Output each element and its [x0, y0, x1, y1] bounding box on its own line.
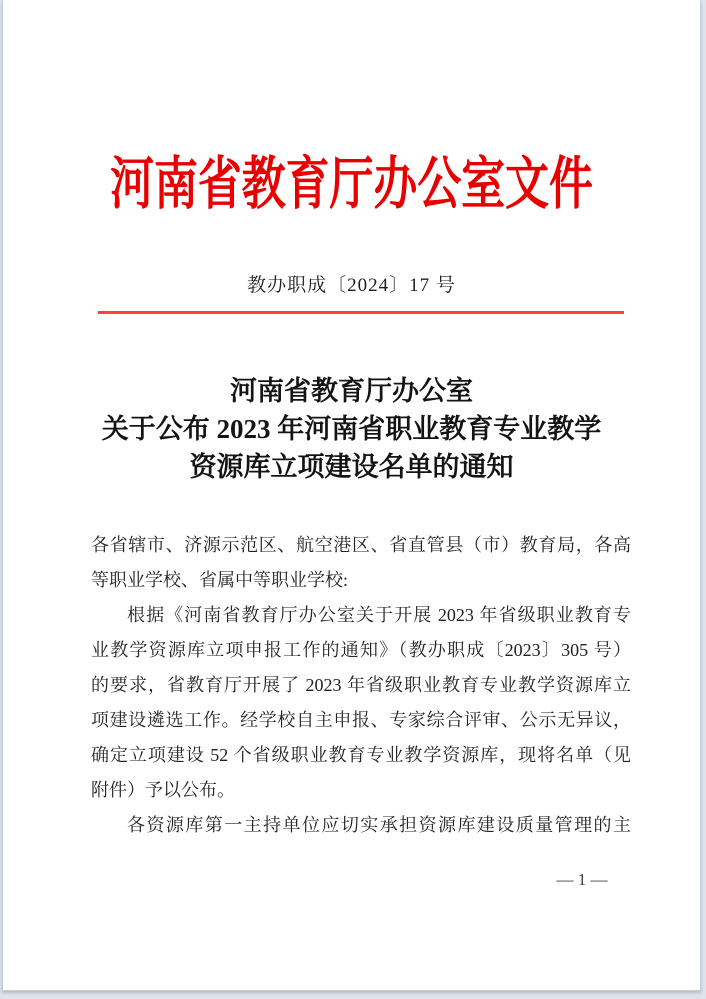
- body-line-2: 等职业学校、省属中等职业学校:: [91, 570, 348, 590]
- page-number: — 1 —: [556, 870, 608, 889]
- body-line-5: 的要求，省教育厅开展了 2023 年省级职业教育专业教学资源库立: [91, 675, 631, 695]
- document-header-title: [3, 150, 700, 220]
- notice-title: [3, 372, 700, 486]
- notice-title-line-2: 关于公布 2023 年河南省职业教育专业教学: [101, 414, 602, 444]
- body-line-8: 附件）予以公布。: [91, 780, 235, 800]
- red-divider-rule: [98, 311, 624, 314]
- body-line-4: 业教学资源库立项申报工作的通知》（教办职成〔2023〕305 号）: [91, 640, 631, 660]
- body-line-7: 确定立项建设 52 个省级职业教育专业教学资源库，现将名单（见: [91, 745, 631, 765]
- notice-title-line-3: 资源库立项建设名单的通知: [189, 452, 514, 482]
- notice-title-line-1: 河南省教育厅办公室: [230, 376, 473, 406]
- body-line-6: 项建设遴选工作。经学校自主申报、专家综合评审、公示无异议，: [91, 710, 631, 730]
- body-line-9: 各资源库第一主持单位应切实承担资源库建设质量管理的主: [127, 815, 631, 835]
- document-header-title-text: 河南省教育厅办公室文件: [110, 153, 593, 216]
- document-page: [2, 0, 701, 991]
- document-body: [91, 528, 631, 843]
- document-number: 教办职成〔2024〕17 号: [247, 275, 456, 296]
- body-line-3: 根据《河南省教育厅办公室关于开展 2023 年省级职业教育专: [127, 605, 631, 625]
- body-line-1: 各省辖市、济源示范区、航空港区、省直管县（市）教育局，各高: [91, 535, 631, 555]
